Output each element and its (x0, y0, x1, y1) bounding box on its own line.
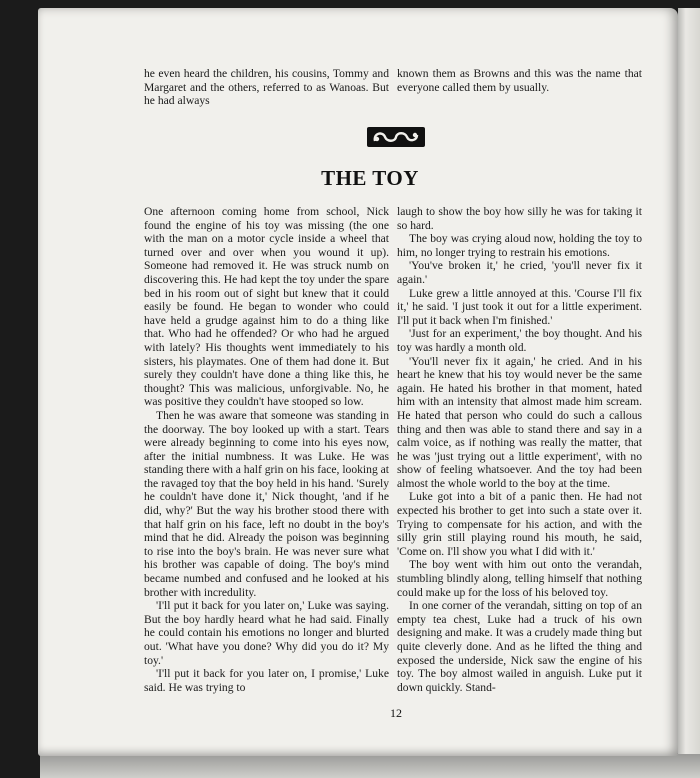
story-paragraph: In one corner of the verandah, sitting on top of an empty tea chest, Luke had a truck of his own designing and make. It was a crudely made thing but quite cleverly done. And as he lifted the thing and exposed the underside, Nick saw the engine of his toy. The boy almost wailed in anguish. Luke put it down quickly. Stand- (397, 599, 642, 694)
top-text-right-paragraph: known them as Browns and this was the name that everyone called them by usually. (397, 67, 642, 94)
book-bottom-edge (40, 754, 700, 778)
story-paragraph: laugh to show the boy how silly he was for taking it so hard. (397, 205, 642, 232)
story-paragraph: 'I'll put it back for you later on, I promise,' Luke said. He was trying to (144, 667, 389, 694)
story-paragraph: 'I'll put it back for you later on,' Luke was saying. But the boy hardly heard what he had said. Finally he could contain his emotions no longer and blurted out. 'What have you done? Why did you do it? My toy.' (144, 599, 389, 667)
story-title: THE TOY (321, 166, 419, 190)
story-paragraph: The boy went with him out onto the verandah, stumbling blindly along, telling himself that nothing could make up for the loss of his beloved toy. (397, 558, 642, 599)
story-left-column (144, 205, 389, 694)
top-text-left (144, 67, 389, 108)
story-paragraph: Then he was aware that someone was standing in the doorway. The boy looked up with a start. Tears were already beginning to come into his eyes now, after the initial numbness. It was Luke. He was standing there with a half grin on his face, looking at the ravaged toy that the boy held in his hand. 'Surely he couldn't have done it,' Nick thought, 'and if he did, why?' But the way his brother stood there with that half grin on his face, left no doubt in the boy's mind that he did. Already the poison was beginning to rise into the boy's brain. He was never sure what his brother was capable of doing. The boy's mind became numbed and confused and he looked at his brother with incredulity. (144, 408, 390, 599)
story-paragraph: Luke grew a little annoyed at this. 'Course I'll fix it,' he said. 'I just took it out for a little experiment. I'll put it back when I'm finished.' (397, 286, 642, 327)
story-paragraph: 'You'll never fix it again,' he cried. And in his heart he knew that his toy would never be the same again. He hated his brother in that moment, hated him with an intensity that almost made him scream. He hated that person who could do such a callous thing and then was able to stand there and say in a calm voice, as if nothing was really the matter, that he was 'just trying out a little experiment', with no show of feeling whatsoever. And the toy had been almost the whole world to the boy at the time. (397, 354, 642, 490)
scroll-ornament-icon (367, 127, 425, 147)
story-paragraph: 'Just for an experiment,' the boy thought. And his toy was hardly a month old. (397, 327, 642, 354)
top-text-right (397, 67, 642, 94)
adjacent-page-edge (678, 8, 700, 778)
story-paragraph: The boy was crying aloud now, holding the toy to him, no longer trying to restrain his emotions. (397, 232, 642, 259)
story-right-column (397, 205, 642, 694)
story-paragraph: Luke got into a bit of a panic then. He had not expected his brother to get into such a state over it. Trying to compensate for his action, and with the silly grin still playing round his mouth, he said, 'Come on. I'll show you what I did with it.' (397, 490, 642, 558)
page-number: 12 (390, 706, 402, 720)
story-paragraph: One afternoon coming home from school, Nick found the engine of his toy was missing (the one with the man on a motor cycle inside a wheel that turned over and over when you wound it up). Someone had removed it. He was struck numb on discovering this. He had kept the toy under the spare bed in his room out of sight but knew that it could easily be found. He began to wonder who could have held a grudge against him to do a thing like that. Who had he offended? Or who had he argued with lately? His thoughts went immediately to his sisters, his playmates. One of them had done it. But surely they couldn't have done a thing like this, he thought? This was malicious, unforgivable. No, he was positive they couldn't have stooped so low. (144, 205, 389, 409)
top-text-left-paragraph: he even heard the children, his cousins, Tommy and Margaret and the others, referred to as Wanoas. But he had always (144, 67, 389, 108)
story-paragraph: 'You've broken it,' he cried, 'you'll never fix it again.' (397, 259, 642, 286)
